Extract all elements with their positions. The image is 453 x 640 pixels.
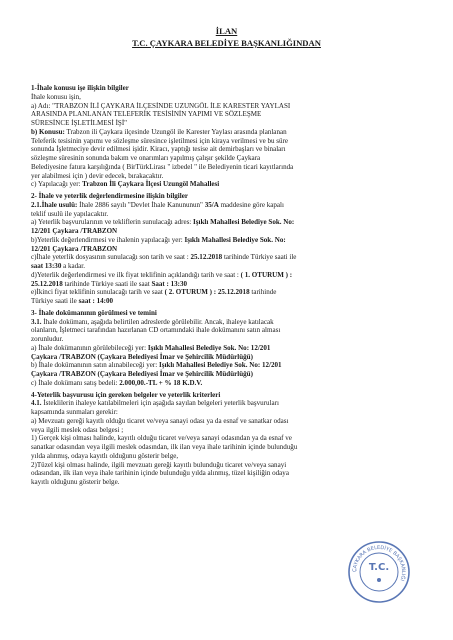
text-line: Teleferik tesisinin yapımı ve sözleşme süresince işletilmesi için kiraya verilmesi ve bu süre xyxy=(31,136,289,145)
text-line xyxy=(31,218,426,227)
text: İhale 2886 sayılı "Devlet İhale Kanununun" xyxy=(77,200,205,209)
text-line: zorunludur. xyxy=(31,335,64,343)
text-line xyxy=(31,353,426,362)
announcement-title: İLAN xyxy=(215,26,238,36)
text-line xyxy=(31,236,426,245)
document-body xyxy=(31,84,426,487)
text-line: 2)Tüzel kişi olması halinde, ilgili mevzuatı gereği kayıtlı bulunduğu ticaret ve/veya sanayi xyxy=(31,460,287,469)
text-line: sanatkar odasından veya ilgili meslek odasından, ilk ilan veya ihale tarihinin içinde bulunduğu xyxy=(31,443,298,451)
text-line: kapsamında sunmaları gerekir: xyxy=(31,408,118,416)
text-line: veya ilgili meslek odası belgesi ; xyxy=(31,425,124,434)
text-line: yılda alınmış, odaya kayıtlı olduğunu gösterir belge, xyxy=(31,451,179,460)
text-line xyxy=(31,262,426,271)
text: c)İhale yeterlik dosyasının sunulacağı son tarih ve saat : xyxy=(31,253,191,262)
text: c) İhale dokümanı satış bedeli: xyxy=(31,378,120,387)
text-line xyxy=(31,344,426,353)
date: 25.12.2018 xyxy=(190,253,223,262)
stamp-ring-text: ÇAYKARA BELEDİYE BAŞKANLIĞI xyxy=(351,544,407,582)
text: a) İhale dokümanının görülebileceği yer: xyxy=(31,343,148,352)
text-line xyxy=(31,280,426,289)
label: b) Konusu: xyxy=(31,127,65,136)
text: d)Yeterlik değerlendirmesi ve ilk fiyat teklifinin açıklandığı tarih ve saat : xyxy=(31,270,241,279)
date: 25.12.2018 xyxy=(31,279,63,288)
text: b)Yeterlik değerlendirmesi ve ihalenin yapılacağı yer: xyxy=(31,235,185,244)
session: ( 1. OTURUM ) : xyxy=(240,270,293,279)
label: 2.1.İhale usulü: xyxy=(31,200,78,209)
text-line xyxy=(31,288,426,297)
section-3-heading: 3- İhale dokümanının görülmesi ve temini xyxy=(31,308,157,317)
text-line xyxy=(31,201,426,210)
price: 2.000,00.-TL + % 18 K.D.V. xyxy=(119,378,203,387)
address: Çaykara /TRABZON (Çaykara Belediyesi İmar ve Şehircilik Müdürlüğü) xyxy=(31,352,253,361)
label: 4.1. xyxy=(31,399,42,408)
text-line xyxy=(31,370,426,379)
text-line: yer alabilmesi için ) devir edecek, bırakacaktır. xyxy=(31,171,164,180)
official-stamp-icon xyxy=(347,540,411,604)
address: Işıklı Mahallesi Belediye Sok. No: 12/201 xyxy=(158,361,282,370)
time: saat 13:30 xyxy=(31,262,62,270)
text: tarihinde Türkiye saati ile saat xyxy=(62,279,152,288)
text-line xyxy=(31,180,426,189)
text: İhale dokümanı, aşağıda belirtilen adreslerde görülebilir. Ancak, ihaleye katılacak xyxy=(41,317,274,326)
text-line xyxy=(31,245,426,254)
address: 12/201 Çaykara /TRABZON xyxy=(31,227,118,235)
text: b) İhale dokümanının satın alınabileceği yer: xyxy=(31,361,159,370)
text: a kadar. xyxy=(61,262,86,270)
section-1-heading: 1-İhale konusu işe ilişkin bilgiler xyxy=(31,84,129,92)
text-line: kayıtlı olduğunu gösterir belge. xyxy=(31,478,120,486)
section-4-heading: 4-Yeterlik başvurusu için gereken belgeler ve yeterlik kriterleri xyxy=(31,390,221,399)
text: e)İkinci fiyat teklifinin sunulacağı tarih ve saat xyxy=(31,288,165,297)
time: Saat : 13:30 xyxy=(151,279,188,288)
text-line xyxy=(31,253,426,262)
text: tarihinde Türkiye saati ile xyxy=(222,253,297,262)
text-line xyxy=(31,379,426,388)
text-line: odasından, ilk ilan veya ihale tarihinin içinde bulunduğu yılda alınmış, tüzel kişiliğin odaya xyxy=(31,469,289,478)
text-line: 1) Gerçek kişi olması halinde, kayıtlı olduğu ticaret ve/veya sanayi odasından ya da esnaf ve xyxy=(31,434,292,443)
text: Türkiye saati ile xyxy=(31,297,79,305)
article: 35/A xyxy=(204,200,219,209)
text-line: a) Adı: "TRABZON İLİ ÇAYKARA İLÇESİNDE UZUNGÖL İLE KARESTER YAYLASI xyxy=(31,101,291,110)
text-line: ARASINDA PLANLANAN TELEFERİK TESİSİNİN YAPIMI VE SÖZLEŞME xyxy=(31,110,262,119)
stamp-center-text: T.C. xyxy=(368,562,390,573)
address: Işıklı Mahallesi Belediye Sok. No: 12/201 xyxy=(147,343,271,352)
text-line: Belediyesine fatura karşılığında ( BirTürkLirası " izbedel " ile Belediyenin ticari kayıtlarında xyxy=(31,162,294,171)
address: Işıklı Mahallesi Belediye Sok. No: xyxy=(193,218,295,227)
text-line xyxy=(31,271,426,280)
text-line: olanların, İşletmeci tarafından hazırlanan CD ortamındaki ihale dokümanını satın alması xyxy=(31,326,281,335)
text-line xyxy=(31,399,426,408)
text-line xyxy=(31,361,426,370)
text-line: sonunda İşletmeciye devir edilmesi işidir. Kiracı, yaptığı tesise ait demirbaşları ve binaları xyxy=(31,145,286,154)
text-line: SÜRESİNCE İŞLETİLMESİ İŞİ" xyxy=(31,119,128,127)
label: 3.1. xyxy=(31,317,42,326)
address: Işıklı Mahallesi Belediye Sok. No: xyxy=(184,235,286,244)
text-line: İhale konusu işin, xyxy=(31,92,81,101)
text: İsteklilerin ihaleye katılabilmeleri için aşağıda sayılan belgeleri yeterlik başvuruları xyxy=(41,399,279,408)
text: tarihinde xyxy=(249,288,277,297)
issuer-title: T.C. ÇAYKARA BELEDİYE BAŞKANLIĞINDAN xyxy=(132,38,321,48)
text-line xyxy=(31,318,426,327)
text-line xyxy=(31,128,426,137)
text: Trabzon ili Çaykara ilçesinde Uzungöl ile Karester Yaylası arasında planlanan xyxy=(64,127,287,136)
text-line: sözleşme süresinin sonunda bakım ve onarımları yapılmış çalışır şekilde Çaykara xyxy=(31,154,261,162)
text-line: a) Mevzuatı gereği kayıtlı olduğu ticaret ve/veya sanayi odası ya da esnaf ve sanatkar odası xyxy=(31,416,289,425)
text-line: teklif usulü ile yapılacaktır. xyxy=(31,209,109,218)
address: 12/201 Çaykara /TRABZON xyxy=(31,244,118,253)
text-line xyxy=(31,297,426,306)
location: Trabzon İli Çaykara İlçesi Uzungöl Mahallesi xyxy=(80,180,220,189)
text: a) Yeterlik başvurularının ve tekliflerin sunulacağı adres: xyxy=(31,218,194,227)
session: ( 2. OTURUM ) : 25.12.2018 xyxy=(164,288,250,297)
text-line xyxy=(31,227,426,236)
text: c) Yapılacağı yer: xyxy=(31,180,81,189)
time: saat : 14:00 xyxy=(78,297,114,305)
section-2-heading: 2- İhale ve yeterlik değerlendirmesine ilişkin bilgiler xyxy=(31,192,188,200)
address: Çaykara /TRABZON (Çaykara Belediyesi İmar ve Şehircilik Müdürlüğü) xyxy=(31,370,253,378)
text: maddesine göre kapalı xyxy=(218,200,284,209)
